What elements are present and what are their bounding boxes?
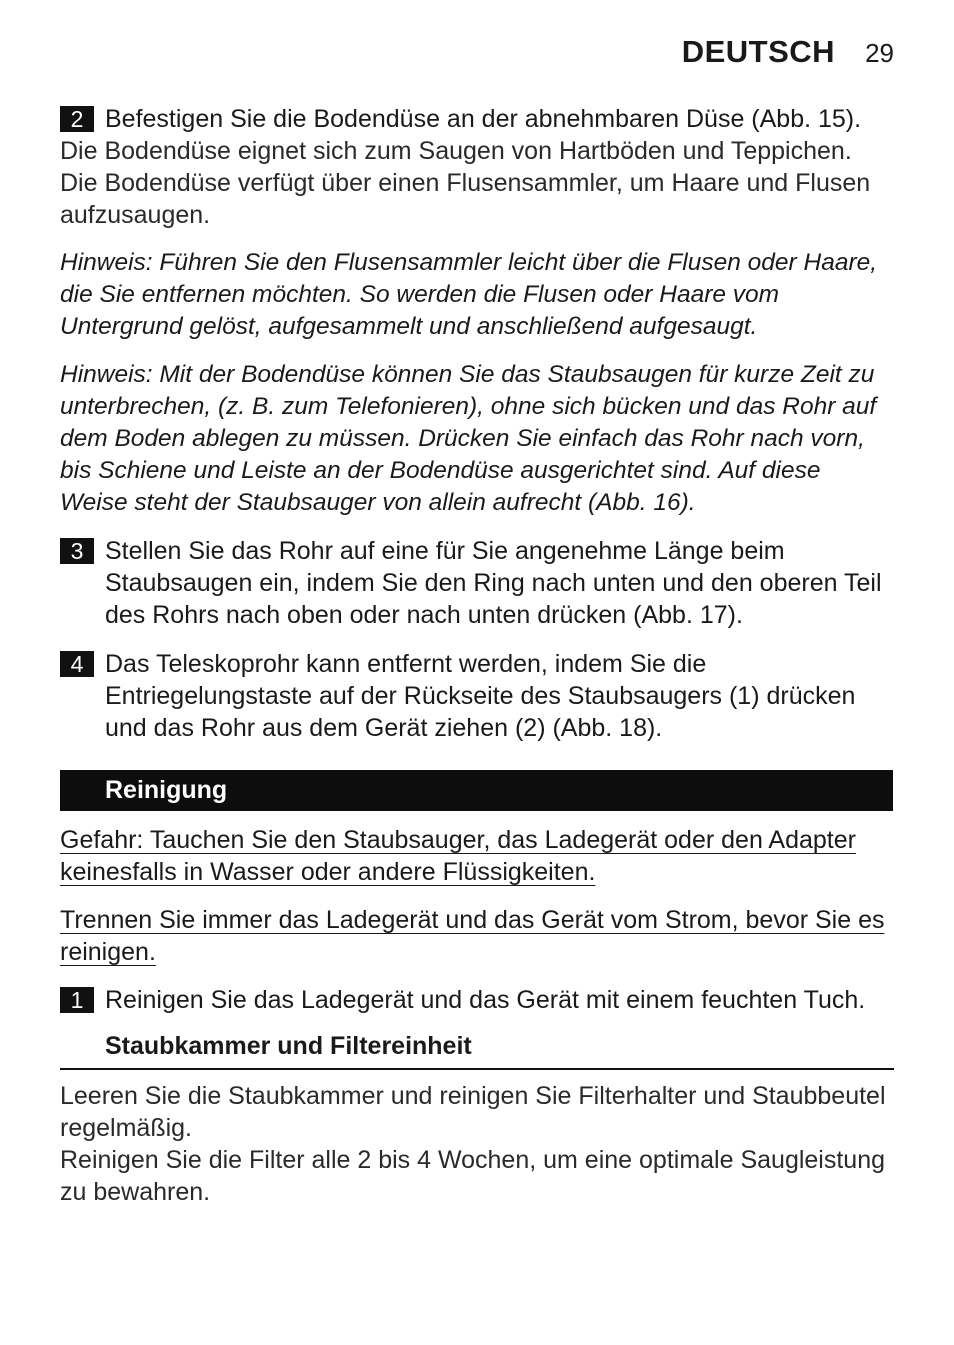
danger-notice bbox=[60, 824, 894, 888]
step-text: Befestigen Sie die Bodendüse an der abnehmbaren Düse (Abb. 15). bbox=[105, 105, 862, 133]
step-number-badge: 3 bbox=[60, 538, 94, 564]
step-4 bbox=[60, 648, 894, 744]
step-number-badge: 4 bbox=[60, 651, 94, 677]
step-2 bbox=[60, 103, 894, 231]
step-number-badge: 1 bbox=[60, 987, 94, 1013]
note-1: Hinweis: Führen Sie den Flusensammler leicht über die Flusen oder Haare, die Sie entfernen möchten. So werden die Flusen oder Haare vom Untergrund gelöst, aufgesammelt und anschließend aufgesaugt. bbox=[60, 249, 878, 340]
step-number-badge: 2 bbox=[60, 106, 94, 132]
step-text: Das Teleskoprohr kann entfernt werden, indem Sie die Entriegelungstaste auf der Rückseite des Staubsaugers (1) drücken und das Rohr aus dem Gerät ziehen (2) (Abb. 18). bbox=[105, 650, 856, 742]
step-text: Stellen Sie das Rohr auf eine für Sie angenehme Länge beim Staubsaugen ein, indem Sie den Ring nach unten und den oberen Teil des Rohrs nach oben oder nach unten drücken (Abb. 17). bbox=[105, 537, 882, 629]
warning-text: Trennen Sie immer das Ladegerät und das Gerät vom Strom, bevor Sie es reinigen. bbox=[60, 906, 885, 966]
step-3-row bbox=[60, 535, 894, 631]
step-3 bbox=[60, 535, 894, 631]
step-text: Reinigen Sie das Ladegerät und das Gerät mit einem feuchten Tuch. bbox=[105, 986, 866, 1014]
section-heading-reinigung: Reinigung bbox=[60, 770, 893, 811]
page-number: 29 bbox=[865, 38, 894, 68]
warning-notice bbox=[60, 904, 894, 968]
note-2: Hinweis: Mit der Bodendüse können Sie das Staubsaugen für kurze Zeit zu unterbrechen, (z. B. zum Telefonieren), ohne sich bücken und das Rohr auf dem Boden ablegen zu müssen. Drücken Sie einfach das Rohr nach vorn, bis Schiene und Leiste an der Bodendüse ausgerichtet sind. Auf diese Weise steht der Staubsauger von allein aufrecht (Abb. 16). bbox=[60, 361, 877, 516]
cleaning-step-1 bbox=[60, 984, 894, 1016]
step-2-row bbox=[60, 103, 894, 135]
page-header bbox=[682, 34, 894, 70]
subsection-heading: Staubkammer und Filtereinheit bbox=[60, 1030, 894, 1070]
step-4-row bbox=[60, 648, 894, 744]
final-paragraph-1: Leeren Sie die Staubkammer und reinigen Sie Filterhalter und Staubbeutel regelmäßig. bbox=[60, 1082, 886, 1142]
final-paragraph bbox=[60, 1080, 894, 1208]
danger-text: Gefahr: Tauchen Sie den Staubsauger, das Ladegerät oder den Adapter keinesfalls in Wasser oder andere Flüssigkeiten. bbox=[60, 826, 856, 886]
language-label: DEUTSCH bbox=[681, 34, 836, 69]
cleaning-step-1-row bbox=[60, 984, 894, 1016]
final-paragraph-2: Reinigen Sie die Filter alle 2 bis 4 Wochen, um eine optimale Saugleistung zu bewahren. bbox=[60, 1146, 886, 1206]
step-2-continuation: Die Bodendüse eignet sich zum Saugen von Hartböden und Teppichen. Die Bodendüse verfügt über einen Flusensammler, um Haare und Flusen aufzusaugen. bbox=[60, 137, 871, 229]
